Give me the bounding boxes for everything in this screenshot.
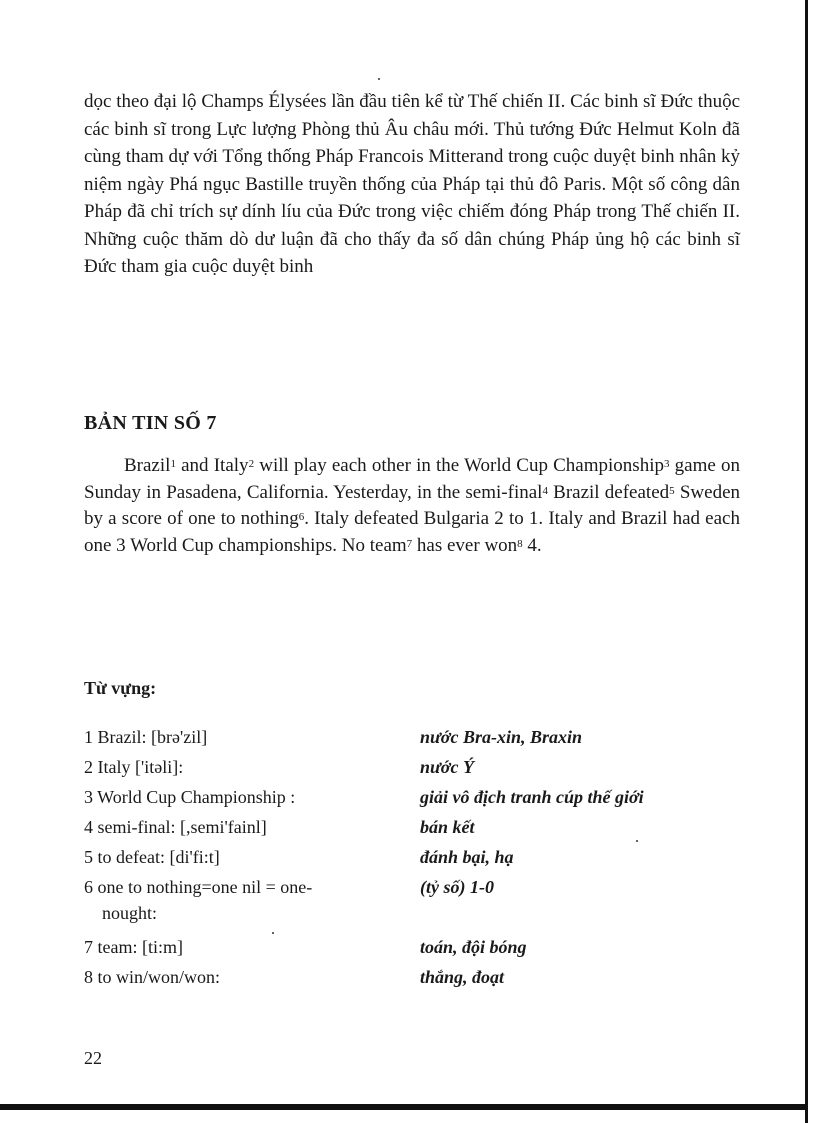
bulletin-body <box>84 453 740 559</box>
scan-edge-right <box>805 0 808 1123</box>
footnote-marker: 3 <box>663 458 670 470</box>
page-number: 22 <box>84 1048 102 1068</box>
scan-speck <box>378 78 380 80</box>
bulletin-text: game on Sunday in Pasadena, California. Yesterday, in the semi-final <box>84 455 740 503</box>
vocabulary-term-text: 2 Italy ['itəli]: <box>84 757 184 777</box>
vocabulary-meaning: giải vô địch tranh cúp thế giới <box>420 787 644 807</box>
vocabulary-term-text: 5 to defeat: [di'fi:t] <box>84 847 220 867</box>
bulletin-text: 4. <box>522 534 542 556</box>
bulletin-text: will play each other in the World Cup Championship <box>254 455 664 476</box>
scan-speck <box>636 840 638 842</box>
vocabulary-meaning: (tỷ số) 1-0 <box>420 877 494 897</box>
footnote-marker: 8 <box>517 537 523 550</box>
vocabulary-term-text: 7 team: [ti:m] <box>84 937 183 957</box>
vocabulary-term <box>84 784 414 810</box>
vocabulary-meaning: thắng, đoạt <box>420 967 505 987</box>
footnote-marker: 5 <box>669 484 675 497</box>
vocabulary-term-text: 8 to win/won/won: <box>84 967 221 987</box>
footnote-marker: 6 <box>298 511 305 523</box>
vocabulary-term <box>84 754 414 780</box>
vocabulary-term-text: 1 Brazil: [brə'zil] <box>84 727 208 747</box>
intro-paragraph: dọc theo đại lộ Champs Élysées lần đầu tiên kể từ Thế chiến II. Các binh sĩ Đức thuộc các binh sĩ trong Lực lượng Phòng thủ Âu châu mới. Thủ tướng Đức Helmut Koln đã cùng tham dự với Tổng thống Pháp Francois Mitterand trong cuộc duyệt binh nhân kỷ niệm ngày Phá ngục Bastille truyền thống của Pháp tại thủ đô Paris. Một số công dân Pháp đã chỉ trích sự dính líu của Đức trong việc chiếm đóng Pháp trong Thế chiến II. Những cuộc thăm dò dư luận đã cho thấy đa số dân chúng Pháp ủng hộ các binh sĩ Đức tham gia cuộc duyệt binh <box>84 91 740 277</box>
vocabulary-term-text: 4 semi-final: [,semi'fainl] <box>84 817 267 837</box>
footnote-marker: 1 <box>170 458 176 470</box>
bulletin-text: has ever won <box>412 534 518 556</box>
bulletin-text: . Italy defeated Bulgaria 2 to 1. Italy and Brazil had each one 3 World Cup championships. No team <box>84 508 740 556</box>
vocabulary-term-continuation: nought: <box>102 903 158 923</box>
vocabulary-title: Từ vựng: <box>84 678 157 698</box>
vocabulary-term <box>84 934 414 960</box>
vocabulary-meaning: bán kết <box>420 817 475 837</box>
vocabulary-term-text: 3 World Cup Championship : <box>84 787 296 807</box>
footnote-marker: 4 <box>542 484 548 497</box>
bulletin-heading: BẢN TIN SỐ 7 <box>84 412 217 434</box>
footnote-marker: 7 <box>406 537 413 550</box>
vocabulary-meaning: toán, đội bóng <box>420 937 527 957</box>
vocabulary-term <box>84 844 414 870</box>
bulletin-text: Brazil <box>124 455 171 476</box>
footnote-marker: 2 <box>248 458 255 470</box>
vocabulary-meaning: nước Ý <box>420 757 474 777</box>
bulletin-text: Brazil defeated <box>547 481 670 503</box>
vocabulary-term <box>84 874 414 926</box>
vocabulary-term <box>84 814 414 840</box>
vocabulary-term <box>84 724 414 750</box>
scan-edge-bottom <box>0 1104 808 1110</box>
vocabulary-meaning: đánh bại, hạ <box>420 847 514 867</box>
bulletin-text: Sweden by a score of one to nothing <box>84 481 741 529</box>
bulletin-text: and Italy <box>175 455 249 476</box>
vocabulary-term <box>84 964 414 990</box>
vocabulary-meaning: nước Bra-xin, Braxin <box>420 727 582 747</box>
vocabulary-term-text: 6 one to nothing=one nil = one- <box>84 877 313 897</box>
